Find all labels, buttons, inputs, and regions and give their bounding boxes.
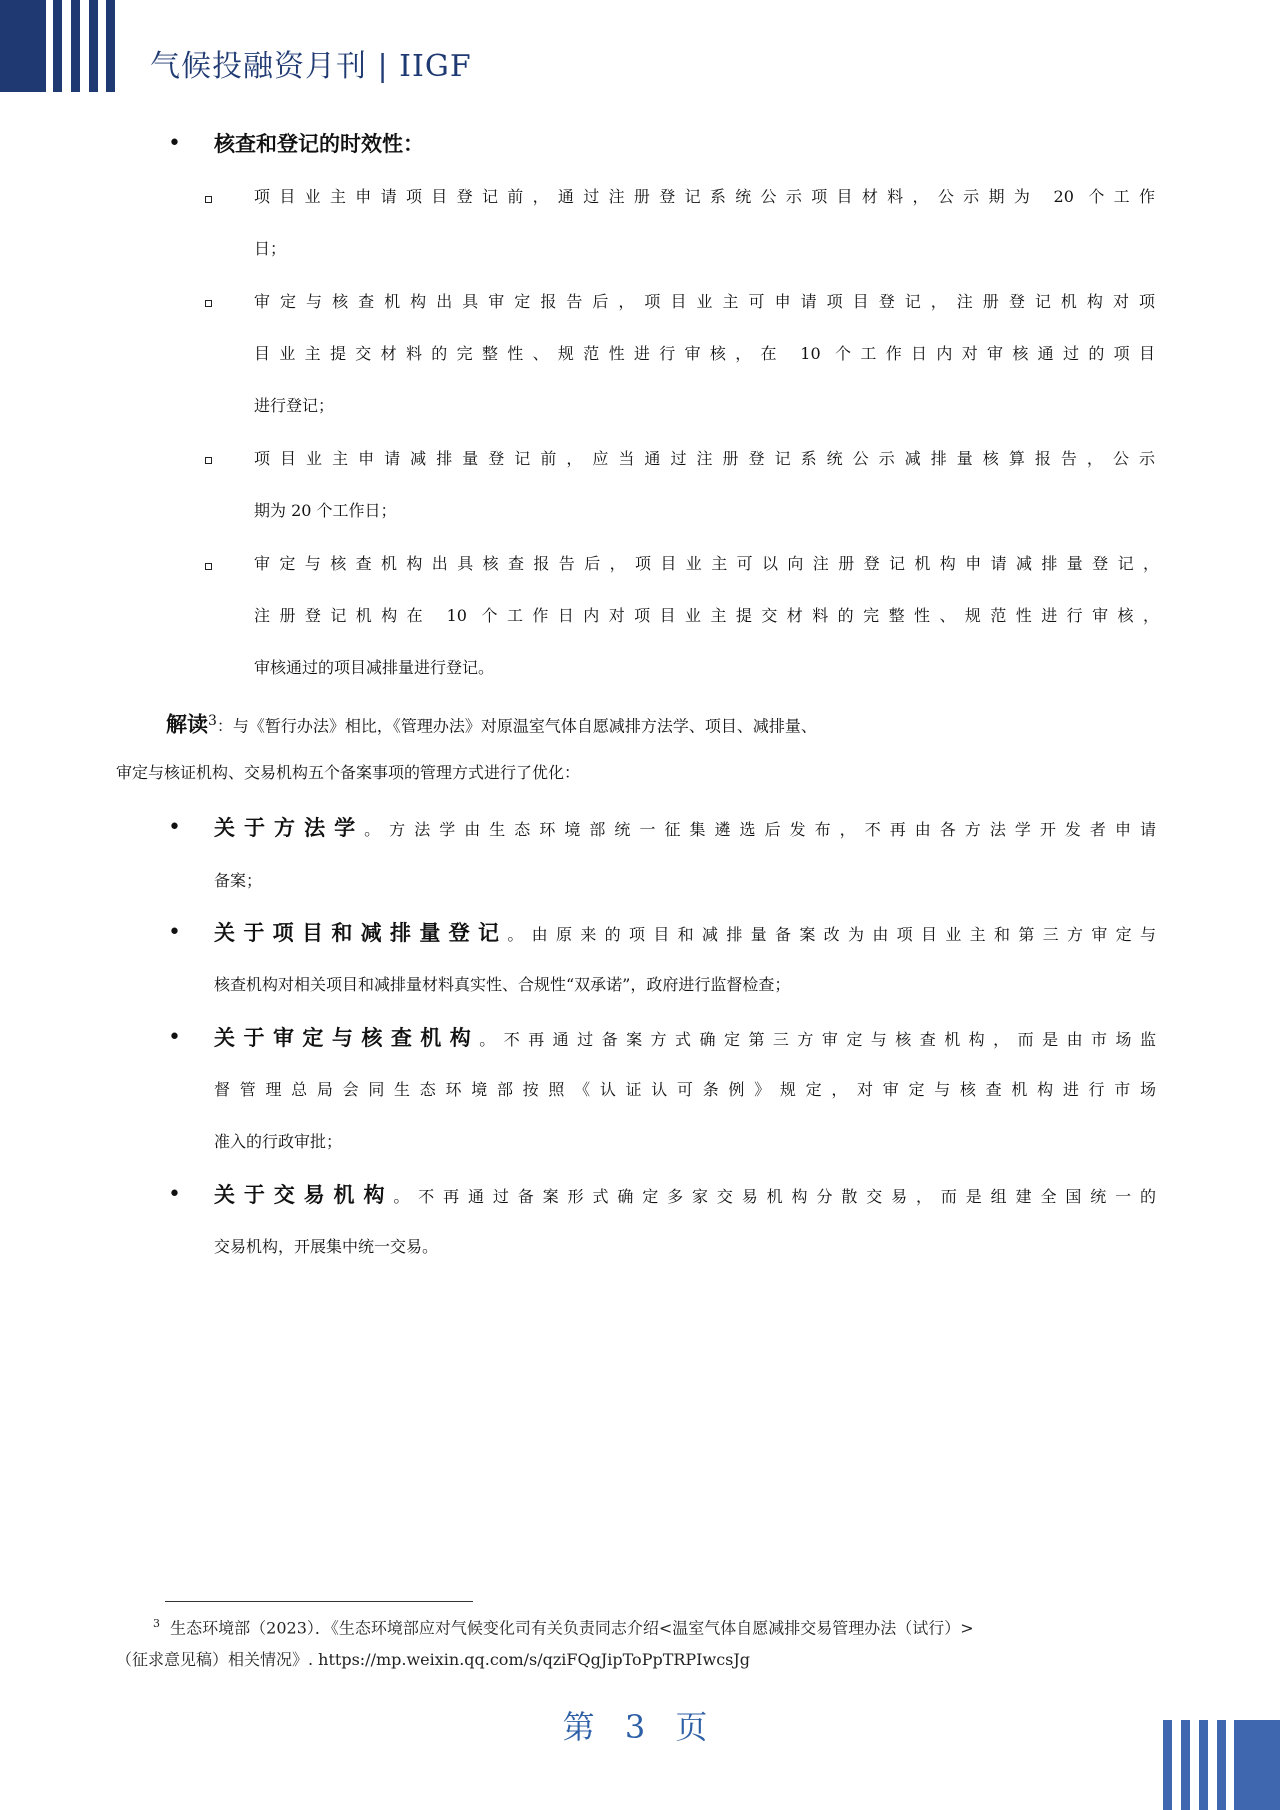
item-heading: 关于审定与核查机构 [214, 1026, 480, 1050]
footnote-line-2: （征求意见稿）相关情况》. https://mp.weixin.qq.com/s/qziFQgJipToPpTRPIwcsJg [116, 1650, 751, 1669]
list-item-line: 审核通过的项目减排量进行登记。 [254, 658, 495, 677]
footnote-line-1 [153, 1613, 974, 1639]
item-text: 。不再通过备案形式确定多家交易机构分散交易，而是组建全国统一的 [393, 1187, 1156, 1206]
square-bullet-icon [205, 300, 212, 307]
footnote-ref: 3 [208, 713, 217, 729]
list-item-line [214, 1180, 1156, 1212]
bullet-dot: • [168, 815, 181, 840]
bullet-dot: • [168, 1182, 181, 1207]
item-text: 。不再通过备案方式确定第三方审定与核查机构，而是由市场监 [479, 1030, 1156, 1049]
header-title: 气候投融资月刊 | IIGF [150, 49, 472, 84]
square-bullet-icon [205, 196, 212, 203]
item-heading: 关于项目和减排量登记 [214, 921, 508, 945]
list-item-line [214, 1023, 1156, 1055]
list-item-line: 审定与核查机构出具审定报告后，项目业主可申请项目登记，注册登记机构对项 [254, 292, 1155, 311]
list-item-line [214, 813, 1156, 845]
list-item-line: 准入的行政审批； [214, 1132, 343, 1151]
list-item-line: 项目业主申请减排量登记前，应当通过注册登记系统公示减排量核算报告，公示 [254, 449, 1155, 468]
item-heading: 关于方法学 [214, 816, 365, 840]
section-heading: 核查和登记的时效性： [214, 132, 424, 156]
footnote-number: 3 [153, 1617, 160, 1630]
list-item-line: 进行登记； [254, 396, 335, 415]
list-item-line: 督管理总局会同生态环境部按照《认证认可条例》规定，对审定与核查机构进行市场 [214, 1080, 1156, 1099]
page-number: 第 3 页 [562, 1708, 718, 1746]
list-item-line: 期为 20 个工作日； [254, 501, 397, 520]
list-item-line: 核查机构对相关项目和减排量材料真实性、合规性“双承诺”，政府进行监督检查； [214, 975, 791, 994]
interpretation-label: 解读 [166, 712, 208, 737]
square-bullet-icon [205, 563, 212, 570]
list-item-line: 备案； [214, 871, 263, 890]
list-item-line: 目业主提交材料的完整性、规范性进行审核，在 10 个工作日内对审核通过的项目 [254, 344, 1155, 363]
item-heading: 关于交易机构 [214, 1183, 394, 1207]
interpretation-line-1 [166, 706, 1160, 741]
square-bullet-icon [205, 457, 212, 464]
footnote-divider [165, 1601, 473, 1602]
bullet-dot: • [168, 131, 181, 156]
list-item-line [214, 918, 1156, 950]
item-text: 。由原来的项目和减排量备案改为由项目业主和第三方审定与 [507, 925, 1156, 944]
footnote-text: 生态环境部（2023）．《生态环境部应对气候变化司有关负责同志介绍<温室气体自愿减排交易管理办法（试行）> [170, 1618, 974, 1638]
list-item-line: 日； [254, 239, 287, 258]
list-item-line: 交易机构，开展集中统一交易。 [214, 1237, 439, 1256]
list-item-line: 项目业主申请项目登记前，通过注册登记系统公示项目材料，公示期为 20 个工作 [254, 187, 1155, 206]
list-item-line: 注册登记机构在 10 个工作日内对项目业主提交材料的完整性、规范性进行审核， [254, 606, 1159, 625]
list-item-line: 审定与核查机构出具核查报告后，项目业主可以向注册登记机构申请减排量登记， [254, 554, 1159, 573]
interpretation-line-2: 审定与核证机构、交易机构五个备案事项的管理方式进行了优化： [116, 763, 581, 782]
bullet-dot: • [168, 920, 181, 945]
bullet-dot: • [168, 1025, 181, 1050]
item-text: 。方法学由生态环境部统一征集遴选后发布，不再由各方法学开发者申请 [364, 820, 1156, 839]
interpretation-text: ：与《暂行办法》相比，《管理办法》对原温室气体自愿减排方法学、项目、减排量、 [216, 716, 817, 736]
